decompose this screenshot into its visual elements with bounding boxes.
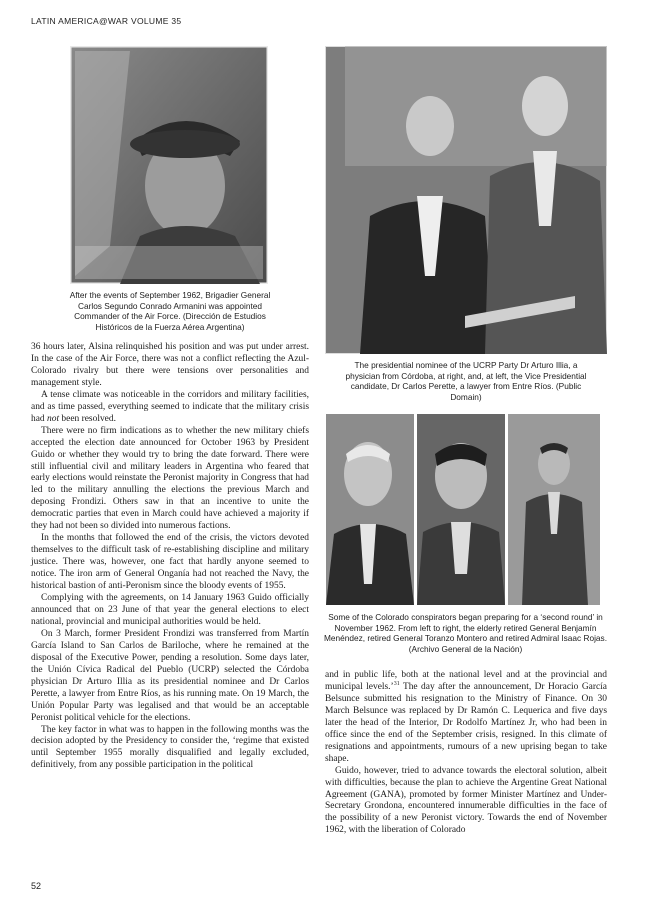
left-paragraph: The key factor in what was to happen in the following months was the decision adopted by the Presidency to consider the, ‘regime that existed until September 1955 morally disqualified and legally excluded, definitively, from any possible participation in the political bbox=[31, 724, 309, 771]
left-paragraph: There were no firm indications as to whether the new military chiefs accepted the election date announced for October 1963 by President Guido or whether they would try to bring the date forward. There were still influential civil and military leaders in Argentina who feared that early elections would reinstate the Peronist majority in Congress that had led to the military annulling the elections the previous March and deposing Frondizi. Others saw in that an incentive to unite the democratic parties that even in March could have achieved a majority if they had not been so divided into numerous factions. bbox=[31, 425, 309, 532]
running-header: LATIN AMERICA@WAR VOLUME 35 bbox=[31, 16, 182, 26]
right-paragraph: Guido, however, tried to advance towards the electoral solution, albeit with difficulties, because the plan to achieve the Argentine Great National Agreement (GANA), promoted by former Minister Martínez and Under-Secretary Grondona, encountered innumerable difficulties in the face of the possibility of a new Peronist victory. Towards the end of November 1962, with the liberation of Colorado bbox=[325, 765, 607, 836]
rojas-portrait-photo bbox=[508, 414, 600, 605]
toranzo-montero-portrait-photo bbox=[417, 414, 505, 605]
right-text-column bbox=[325, 670, 607, 837]
menendez-portrait-photo bbox=[326, 414, 414, 605]
right-paragraph-with-footnote: and in public life, both at the national level and at the provincial and municipal levels.’$^{31}$ The day after the announcement, Dr Horacio García Belsunce submitted his resignation to the Ministry of Finance. On 30 March Belsunce was replaced by Dr Ramón C. Lequerica and five days later the head of the Interior, Dr Rodolfo Martínez Jr, who had been in office since the end of the September crisis, resigned. In this climate of resignations and appointments, rumours of a new uprising began to take shape. bbox=[325, 670, 607, 764]
left-paragraph: In the months that followed the end of the crisis, the victors devoted themselves to the difficult task of re-establishing discipline and military justice. There was, however, one fact that hardly anyone seemed to notice. The iron arm of General Onganía had not reached the Navy, the historical bastion of anti-Peronism since the bloody events of 1955. bbox=[31, 533, 309, 592]
armanini-portrait-photo bbox=[70, 46, 268, 284]
left-paragraph: On 3 March, former President Frondizi was transferred from Martín García Island to San Carlos de Bariloche, where he remained at the disposal of the Executive Power, pending a resolution. Some days later, the Unión Cívica Radical del Pueblo (UCRP) selected the Córdoba physician Dr Arturo Illia as its presidential nominee and Dr Carlos Perette, a lawyer from Entre Ríos, as his running mate. On 19 March, the Unión Popular Party was legalised and that would be an acceptable Peronist political vehicle for the elections. bbox=[31, 628, 309, 723]
footnote-ref: 31 bbox=[393, 680, 400, 687]
emphasis-word: not bbox=[47, 413, 60, 424]
illia-perette-photo bbox=[325, 46, 607, 354]
left-paragraph: 36 hours later, Alsina relinquished his position and was put under arrest. In the case of the Air Force, there was not a conflict reflecting the Azul-Colorado rivalry but there were tensions over personalities and management style. bbox=[31, 342, 309, 388]
left-text-column bbox=[31, 342, 309, 772]
page-number: 52 bbox=[31, 881, 42, 891]
armanini-caption: After the events of September 1962, Brigadier General Carlos Segundo Conrado Armanini was appointed Commander of the Air Force. (Dirección de Estudios Históricos de la Fuerza Aérea Argentina) bbox=[69, 290, 271, 332]
conspirators-caption: Some of the Colorado conspirators began preparing for a ‘second round’ in November 1962. From left to right, the elderly retired General Benjamín Menéndez, retired General Toranzo Montero and retired Admiral Isaac Rojas. (Archivo General de la Nación) bbox=[323, 612, 607, 654]
left-paragraph-emphasis: A tense climate was noticeable in the corridors and military facilities, and as time passed, everything seemed to indicate that the military crisis had not been resolved. bbox=[31, 389, 309, 424]
illia-perette-caption: The presidential nominee of the UCRP Party Dr Arturo Illia, a physician from Córdoba, at right, and, at left, the Vice Presidential candidate, Dr Carlos Perette, a lawyer from Entre Ríos. (Public Domain) bbox=[345, 360, 587, 402]
left-paragraph: Complying with the agreements, on 14 January 1963 Guido officially announced that on 23 June of that year the general elections to elect national, provincial and municipal authorities would be held. bbox=[31, 593, 309, 627]
